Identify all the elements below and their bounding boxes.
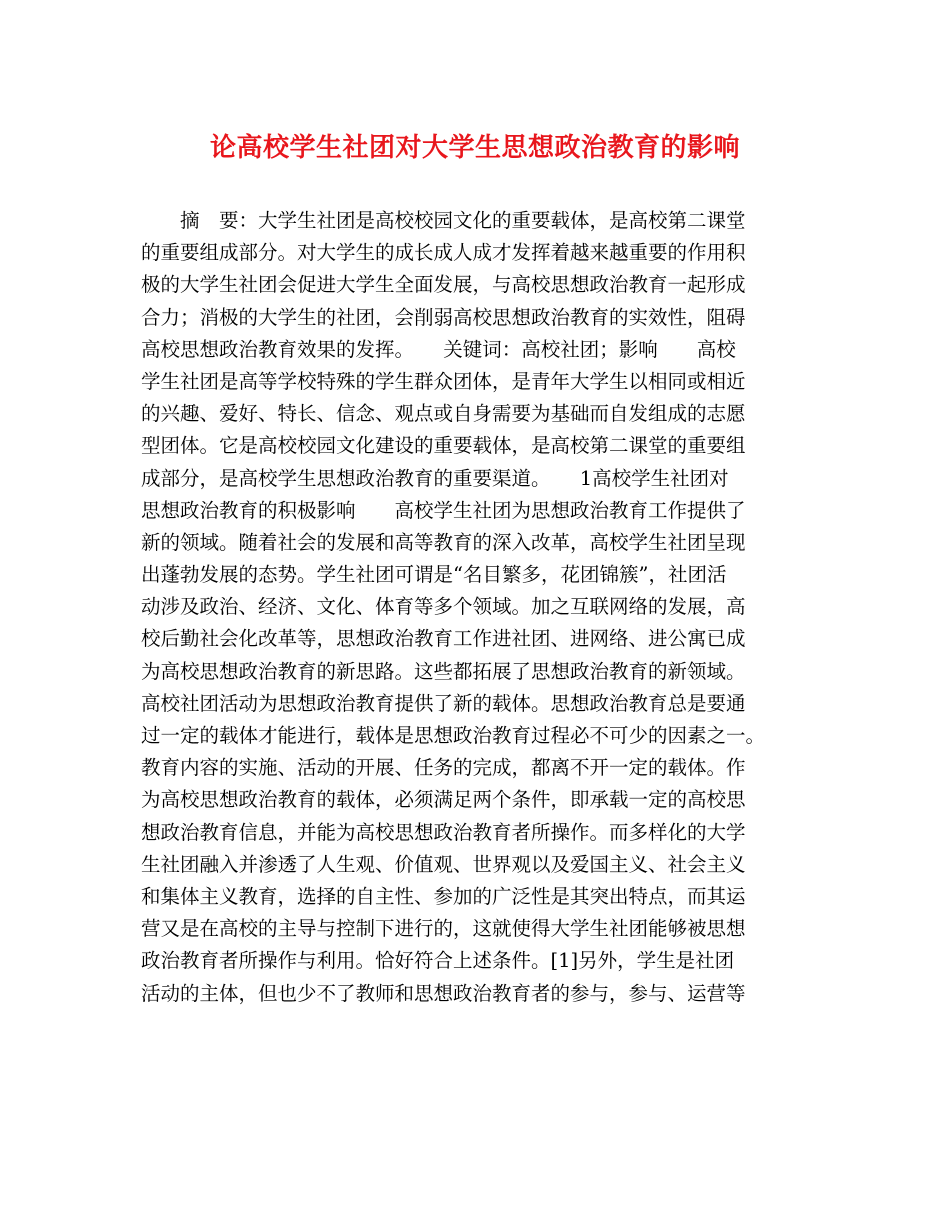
body-text-line: 校后勤社会化改革等，思想政治教育工作进社团、进网络、进公寓已成 — [141, 627, 746, 651]
body-text-line: 思想政治教育的积极影响 高校学生社团为思想政治教育工作提供了 — [141, 498, 746, 522]
body-text-line: 政治教育者所操作与利用。恰好符合上述条件。[1]另外，学生是社团 — [141, 949, 735, 973]
body-text-line: 为高校思想政治教育的载体，必须满足两个条件，即承载一定的高校思 — [141, 788, 746, 812]
body-text-line: 摘 要：大学生社团是高校校园文化的重要载体，是高校第二课堂 — [141, 209, 746, 232]
body-text-line: 的重要组成部分。对大学生的成长成人成才发挥着越来越重要的作用积 — [141, 241, 746, 265]
body-text-line: 过一定的载体才能进行，载体是思想政治教育过程必不可少的因素之一。 — [141, 724, 766, 747]
body-text-line: 型团体。它是高校校园文化建设的重要载体，是高校第二课堂的重要组 — [141, 434, 746, 458]
document-title: 论高校学生社团对大学生思想政治教育的影响 — [209, 133, 740, 163]
body-text-line: 高校思想政治教育效果的发挥。 关键词：高校社团；影响 高校 — [141, 337, 736, 361]
body-text-line: 活动的主体，但也少不了教师和思想政治教育者的参与，参与、运营等 — [141, 981, 746, 1005]
body-text-line: 极的大学生社团会促进大学生全面发展，与高校思想政治教育一起形成 — [141, 273, 746, 297]
body-text-line: 生社团融入并渗透了人生观、价值观、世界观以及爱国主义、社会主义 — [141, 852, 746, 876]
document-body — [141, 205, 841, 1010]
body-text-line: 想政治教育信息，并能为高校思想政治教育者所操作。而多样化的大学 — [141, 820, 746, 844]
body-text-line: 和集体主义教育，选择的自主性、参加的广泛性是其突出特点，而其运 — [141, 884, 746, 908]
body-text-line: 学生社团是高等学校特殊的学生群众团体，是青年大学生以相同或相近 — [141, 369, 746, 393]
body-text-line: 的兴趣、爱好、特长、信念、观点或自身需要为基础而自发组成的志愿 — [141, 402, 746, 426]
body-text-line: 合力；消极的大学生的社团，会削弱高校思想政治教育的实效性，阻碍 — [141, 305, 746, 329]
body-text-line: 成部分，是高校学生思想政治教育的重要渠道。 1高校学生社团对 — [141, 466, 729, 490]
body-text-line: 为高校思想政治教育的新思路。这些都拓展了思想政治教育的新领域。 — [141, 659, 746, 683]
body-text-line: 营又是在高校的主导与控制下进行的，这就使得大学生社团能够被思想 — [141, 917, 746, 941]
body-text-line: 高校社团活动为思想政治教育提供了新的载体。思想政治教育总是要通 — [141, 691, 746, 715]
body-text-line: 出蓬勃发展的态势。学生社团可谓是“名目繁多，花团锦簇”，社团活 — [141, 563, 727, 587]
body-text-line: 新的领域。随着社会的发展和高等教育的深入改革，高校学生社团呈现 — [141, 530, 746, 554]
body-text-line: 动涉及政治、经济、文化、体育等多个领域。加之互联网络的发展，高 — [141, 595, 746, 619]
body-text-line: 教育内容的实施、活动的开展、任务的完成，都离不开一定的载体。作 — [141, 756, 746, 780]
